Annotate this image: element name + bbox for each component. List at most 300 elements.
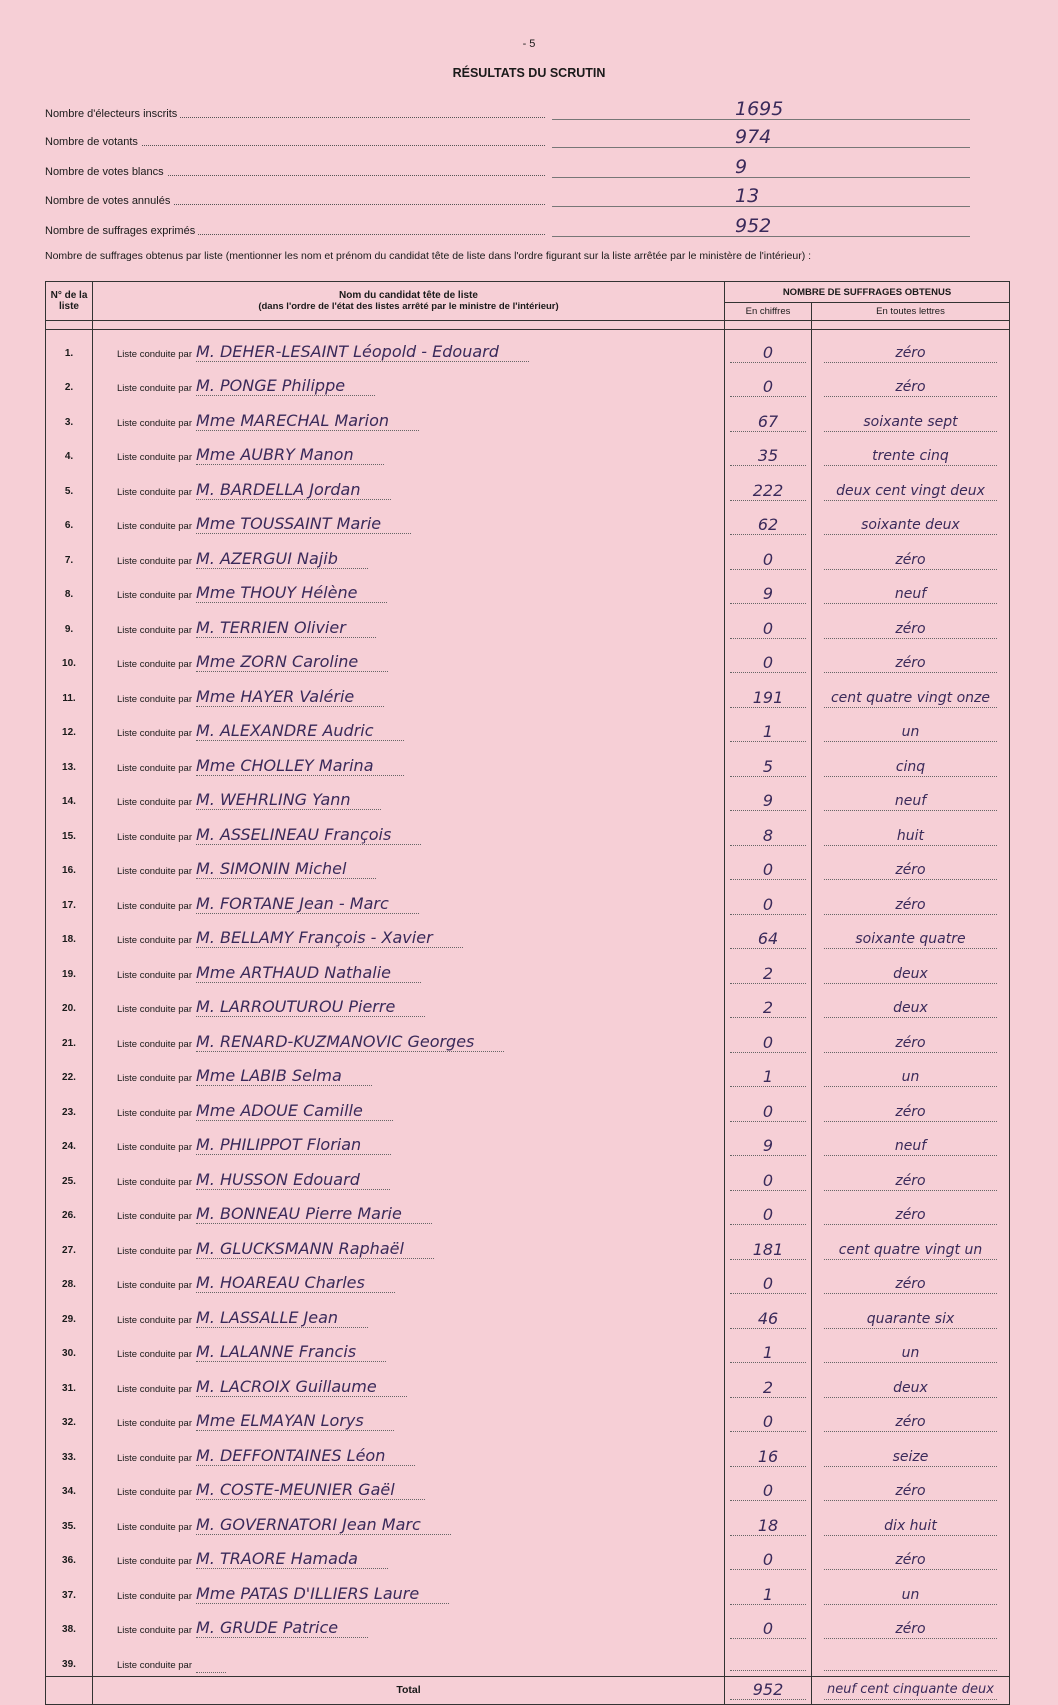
list-number: 29. [46, 1296, 93, 1331]
page-title: RÉSULTATS DU SCRUTIN [452, 66, 606, 80]
list-prefix: Liste conduite par [117, 1211, 192, 1222]
list-prefix: Liste conduite par [117, 1590, 192, 1602]
header-list-number: N° de la liste [46, 282, 93, 321]
summary-row [45, 158, 970, 180]
votes-figures: 0 [730, 1034, 806, 1053]
list-number: 26. [46, 1193, 93, 1228]
list-prefix: Liste conduite par [117, 1487, 192, 1498]
candidate-cell [93, 986, 725, 1021]
votes-figures: 9 [730, 792, 806, 811]
list-prefix: Liste conduite par [117, 590, 192, 601]
votes-letters: zéro [824, 378, 997, 397]
candidate-cell [93, 710, 725, 745]
candidate-name: M. PHILIPPOT Florian [196, 1135, 391, 1155]
candidate-cell [93, 365, 725, 400]
votes-letters: cent quatre vingt un [824, 1241, 997, 1260]
votes-figures: 222 [730, 482, 806, 501]
votes-figures: 0 [730, 1482, 806, 1501]
table-row [46, 1538, 1010, 1573]
table-row [46, 572, 1010, 607]
votes-letters: dix huit [824, 1517, 997, 1536]
list-number: 31. [46, 1365, 93, 1400]
votes-figures: 8 [730, 827, 806, 846]
votes-figures: 0 [730, 620, 806, 639]
votes-figures: 35 [730, 447, 806, 466]
table-row [46, 1193, 1010, 1228]
table-row [46, 641, 1010, 676]
votes-letters: seize [824, 1448, 997, 1467]
list-prefix: Liste conduite par [117, 417, 192, 429]
table-row [46, 710, 1010, 745]
votes-figures: 0 [730, 344, 806, 363]
list-prefix: Liste conduite par [117, 1176, 192, 1188]
candidate-name: Mme ADOUE Camille [196, 1101, 393, 1121]
total-figures: 952 [730, 1681, 806, 1700]
table-row [46, 848, 1010, 883]
votes-letters: neuf [824, 1137, 997, 1156]
candidate-name: M. DEHER-LESAINT Léopold - Edouard [196, 342, 529, 362]
list-number: 25. [46, 1158, 93, 1193]
list-prefix: Liste conduite par [117, 555, 192, 567]
table-row [46, 503, 1010, 538]
list-prefix: Liste conduite par [117, 1556, 192, 1567]
votes-figures: 67 [730, 413, 806, 432]
candidate-name: Mme ELMAYAN Lorys [196, 1411, 394, 1431]
list-number: 9. [46, 606, 93, 641]
list-number: 15. [46, 813, 93, 848]
total-label: Total [93, 1676, 725, 1704]
votes-letters: zéro [824, 1482, 997, 1501]
summary-label: Nombre d'électeurs inscrits [45, 108, 180, 120]
list-prefix: Liste conduite par [117, 1142, 192, 1153]
votes-figures: 0 [730, 1413, 806, 1432]
candidate-name: M. GRUDE Patrice [196, 1618, 368, 1638]
table-row [46, 1503, 1010, 1538]
list-number: 32. [46, 1400, 93, 1435]
candidate-name: M. ASSELINEAU François [196, 825, 421, 845]
votes-figures: 1 [730, 1586, 806, 1605]
table-row [46, 1296, 1010, 1331]
votes-letters: zéro [824, 896, 997, 915]
list-prefix: Liste conduite par [117, 452, 192, 463]
list-prefix: Liste conduite par [117, 1004, 192, 1015]
list-number: 11. [46, 675, 93, 710]
votes-figures: 0 [730, 896, 806, 915]
list-prefix: Liste conduite par [117, 969, 192, 981]
candidate-cell [93, 606, 725, 641]
votes-figures: 0 [730, 1206, 806, 1225]
table-row [46, 744, 1010, 779]
table-row [46, 1262, 1010, 1297]
summary-label: Nombre de votes blancs [45, 166, 167, 178]
candidate-cell [93, 675, 725, 710]
summary-row [45, 128, 970, 150]
table-row [46, 1400, 1010, 1435]
votes-letters [824, 1670, 997, 1671]
list-number: 33. [46, 1434, 93, 1469]
header-letters: En toutes lettres [812, 303, 1010, 321]
candidate-cell [93, 641, 725, 676]
summary-row [45, 217, 970, 239]
summary-label: Nombre de votants [45, 136, 141, 148]
header-candidate [93, 282, 725, 321]
votes-figures: 0 [730, 861, 806, 880]
list-number: 30. [46, 1331, 93, 1366]
table-row [46, 1089, 1010, 1124]
list-number: 7. [46, 537, 93, 572]
candidate-cell [93, 1158, 725, 1193]
candidate-cell [93, 779, 725, 814]
votes-figures: 0 [730, 1551, 806, 1570]
candidate-cell [93, 468, 725, 503]
list-prefix: Liste conduite par [117, 797, 192, 808]
list-number: 2. [46, 365, 93, 400]
votes-letters: neuf [824, 585, 997, 604]
header-candidate-title: Nom du candidat tête de liste [339, 290, 478, 301]
votes-letters: zéro [824, 1034, 997, 1053]
list-number: 19. [46, 951, 93, 986]
candidate-name: M. AZERGUI Najib [196, 549, 368, 569]
list-number: 21. [46, 1020, 93, 1055]
candidate-cell [93, 330, 725, 365]
list-number: 22. [46, 1055, 93, 1090]
list-prefix: Liste conduite par [117, 762, 192, 774]
table-row [46, 1124, 1010, 1159]
candidate-name: M. GLUCKSMANN Raphaël [196, 1239, 434, 1259]
votes-figures: 9 [730, 585, 806, 604]
votes-figures: 1 [730, 1344, 806, 1363]
total-letters: neuf cent cinquante deux [824, 1681, 997, 1700]
candidate-cell [93, 537, 725, 572]
table-row [46, 606, 1010, 641]
table-row [46, 675, 1010, 710]
table-row [46, 1158, 1010, 1193]
value-line [552, 206, 970, 207]
votes-letters: zéro [824, 861, 997, 880]
page-number: - 5 [522, 38, 536, 50]
list-prefix: Liste conduite par [117, 486, 192, 498]
list-number: 8. [46, 572, 93, 607]
votes-figures: 1 [730, 1068, 806, 1087]
list-prefix: Liste conduite par [117, 866, 192, 877]
candidate-cell [93, 813, 725, 848]
votes-figures: 0 [730, 378, 806, 397]
list-prefix: Liste conduite par [117, 1245, 192, 1257]
candidate-cell [93, 1020, 725, 1055]
table-row [46, 1365, 1010, 1400]
candidate-cell [93, 744, 725, 779]
votes-letters: soixante quatre [824, 930, 997, 949]
table-row [46, 1469, 1010, 1504]
votes-letters: quarante six [824, 1310, 997, 1329]
table-row [46, 1055, 1010, 1090]
votes-letters: huit [824, 827, 997, 846]
list-prefix: Liste conduite par [117, 1314, 192, 1326]
votes-letters: zéro [824, 1413, 997, 1432]
table-row [46, 365, 1010, 400]
list-prefix: Liste conduite par [117, 1418, 192, 1429]
list-prefix: Liste conduite par [117, 1521, 192, 1533]
candidate-name: M. BELLAMY François - Xavier [196, 928, 463, 948]
votes-letters: zéro [824, 1620, 997, 1639]
list-prefix: Liste conduite par [117, 1107, 192, 1119]
table-row [46, 1331, 1010, 1366]
list-prefix: Liste conduite par [117, 693, 192, 705]
candidate-cell [93, 1503, 725, 1538]
list-number: 4. [46, 434, 93, 469]
list-number: 28. [46, 1262, 93, 1297]
candidate-cell [93, 1469, 725, 1504]
list-prefix: Liste conduite par [117, 935, 192, 946]
table-row [46, 1572, 1010, 1607]
list-prefix: Liste conduite par [117, 1383, 192, 1395]
votes-letters: zéro [824, 1551, 997, 1570]
list-number: 12. [46, 710, 93, 745]
votes-letters: zéro [824, 1206, 997, 1225]
candidate-name: Mme PATAS D'ILLIERS Laure [196, 1584, 449, 1604]
list-number: 17. [46, 882, 93, 917]
votes-figures: 9 [730, 1137, 806, 1156]
results-table [45, 281, 1010, 1705]
candidate-name: M. BARDELLA Jordan [196, 480, 391, 500]
candidate-cell [93, 1089, 725, 1124]
votes-figures: 2 [730, 1379, 806, 1398]
votes-letters: deux [824, 965, 997, 984]
summary-value: 9 [735, 156, 748, 178]
table-row [46, 434, 1010, 469]
candidate-name: Mme ZORN Caroline [196, 652, 388, 672]
candidate-name: Mme CHOLLEY Marina [196, 756, 404, 776]
list-number: 35. [46, 1503, 93, 1538]
header-votes: NOMBRE DE SUFFRAGES OBTENUS [725, 282, 1010, 303]
list-prefix: Liste conduite par [117, 1625, 192, 1636]
candidate-cell [93, 1055, 725, 1090]
summary-value: 1695 [735, 98, 784, 120]
table-row [46, 986, 1010, 1021]
votes-figures: 2 [730, 965, 806, 984]
table-row [46, 779, 1010, 814]
candidate-name: Mme LABIB Selma [196, 1066, 372, 1086]
votes-letters: deux [824, 1379, 997, 1398]
candidate-name: M. GOVERNATORI Jean Marc [196, 1515, 451, 1535]
votes-letters: cent quatre vingt onze [824, 689, 997, 708]
table-row [46, 1020, 1010, 1055]
candidate-cell [93, 503, 725, 538]
list-number: 37. [46, 1572, 93, 1607]
candidate-name: M. LALANNE Francis [196, 1342, 386, 1362]
intro-text: Nombre de suffrages obtenus par liste (mentionner les nom et prénom du candidat tête de liste dans l'ordre figurant sur la liste arrêtée par le ministère de l'intérieur) : [45, 250, 812, 262]
votes-letters: deux cent vingt deux [824, 482, 997, 501]
votes-figures: 191 [730, 689, 806, 708]
candidate-name: Mme HAYER Valérie [196, 687, 384, 707]
votes-letters: zéro [824, 1172, 997, 1191]
summary-value: 952 [735, 215, 772, 237]
summary-label: Nombre de votes annulés [45, 195, 173, 207]
candidate-cell [93, 1193, 725, 1228]
candidate-cell [93, 1365, 725, 1400]
candidate-name: M. LASSALLE Jean [196, 1308, 368, 1328]
list-prefix: Liste conduite par [117, 624, 192, 636]
candidate-name: M. HUSSON Edouard [196, 1170, 390, 1190]
votes-letters: un [824, 1068, 997, 1087]
candidate-name: M. WEHRLING Yann [196, 790, 381, 810]
votes-figures: 2 [730, 999, 806, 1018]
candidate-name: M. FORTANE Jean - Marc [196, 894, 419, 914]
list-number: 5. [46, 468, 93, 503]
list-prefix: Liste conduite par [117, 1452, 192, 1464]
votes-figures: 0 [730, 1620, 806, 1639]
summary-value: 13 [735, 185, 760, 207]
candidate-name: Mme AUBRY Manon [196, 445, 384, 465]
candidate-name: M. DEFFONTAINES Léon [196, 1446, 415, 1466]
votes-figures: 62 [730, 516, 806, 535]
votes-figures: 0 [730, 1103, 806, 1122]
candidate-cell [93, 399, 725, 434]
candidate-cell [93, 434, 725, 469]
votes-letters: cinq [824, 758, 997, 777]
table-row [46, 813, 1010, 848]
table-row [46, 468, 1010, 503]
candidate-name: M. RENARD-KUZMANOVIC Georges [196, 1032, 504, 1052]
candidate-name: M. ALEXANDRE Audric [196, 721, 404, 741]
summary-row [45, 187, 970, 209]
votes-figures: 0 [730, 654, 806, 673]
list-prefix: Liste conduite par [117, 900, 192, 912]
candidate-cell [93, 882, 725, 917]
votes-figures: 0 [730, 1172, 806, 1191]
list-number: 20. [46, 986, 93, 1021]
candidate-cell [93, 572, 725, 607]
list-prefix: Liste conduite par [117, 831, 192, 843]
candidate-cell [93, 1607, 725, 1642]
list-number: 24. [46, 1124, 93, 1159]
list-number: 39. [46, 1641, 93, 1676]
summary-label: Nombre de suffrages exprimés [45, 225, 198, 237]
value-line [552, 177, 970, 178]
list-number: 6. [46, 503, 93, 538]
candidate-name: Mme THOUY Hélène [196, 583, 387, 603]
candidate-cell [93, 1538, 725, 1573]
votes-letters: zéro [824, 551, 997, 570]
list-number: 1. [46, 330, 93, 365]
votes-figures: 64 [730, 930, 806, 949]
table-row [46, 882, 1010, 917]
votes-letters: neuf [824, 792, 997, 811]
list-prefix: Liste conduite par [117, 1280, 192, 1291]
votes-letters: zéro [824, 620, 997, 639]
candidate-cell [93, 1434, 725, 1469]
table-row [46, 1434, 1010, 1469]
table-row [46, 399, 1010, 434]
votes-letters: deux [824, 999, 997, 1018]
table-row [46, 951, 1010, 986]
list-prefix: Liste conduite par [117, 348, 192, 360]
table-row [46, 537, 1010, 572]
table-row [46, 330, 1010, 365]
candidate-name: M. BONNEAU Pierre Marie [196, 1204, 432, 1224]
candidate-name: Mme MARECHAL Marion [196, 411, 419, 431]
candidate-cell [93, 1227, 725, 1262]
candidate-cell [93, 1262, 725, 1297]
candidate-name: M. LACROIX Guillaume [196, 1377, 407, 1397]
list-prefix: Liste conduite par [117, 1038, 192, 1050]
list-number: 36. [46, 1538, 93, 1573]
header-candidate-subtitle: (dans l'ordre de l'état des listes arrêté par le ministre de l'intérieur) [258, 301, 559, 312]
votes-figures: 0 [730, 1275, 806, 1294]
candidate-name: M. LARROUTUROU Pierre [196, 997, 425, 1017]
candidate-name: M. HOAREAU Charles [196, 1273, 395, 1293]
candidate-cell [93, 1331, 725, 1366]
list-number: 3. [46, 399, 93, 434]
list-number: 14. [46, 779, 93, 814]
candidate-name: M. SIMONIN Michel [196, 859, 376, 879]
list-prefix: Liste conduite par [117, 383, 192, 394]
list-number: 18. [46, 917, 93, 952]
candidate-cell [93, 1572, 725, 1607]
votes-letters: zéro [824, 344, 997, 363]
votes-letters: zéro [824, 1275, 997, 1294]
votes-letters: un [824, 1344, 997, 1363]
list-number: 10. [46, 641, 93, 676]
candidate-cell [93, 848, 725, 883]
votes-figures [730, 1670, 806, 1671]
candidate-cell [93, 951, 725, 986]
votes-letters: soixante deux [824, 516, 997, 535]
list-prefix: Liste conduite par [117, 1073, 192, 1084]
table-row [46, 1227, 1010, 1262]
candidate-cell [93, 1400, 725, 1435]
votes-letters: zéro [824, 654, 997, 673]
candidate-name: M. TRAORE Hamada [196, 1549, 388, 1569]
votes-letters: un [824, 723, 997, 742]
votes-letters: un [824, 1586, 997, 1605]
table-row [46, 1607, 1010, 1642]
table-row [46, 917, 1010, 952]
list-prefix: Liste conduite par [117, 659, 192, 670]
votes-letters: zéro [824, 1103, 997, 1122]
list-prefix: Liste conduite par [117, 728, 192, 739]
list-number: 34. [46, 1469, 93, 1504]
summary-value: 974 [735, 126, 772, 148]
list-prefix: Liste conduite par [117, 521, 192, 532]
votes-figures: 1 [730, 723, 806, 742]
header-figures: En chiffres [725, 303, 812, 321]
list-number: 23. [46, 1089, 93, 1124]
votes-figures: 18 [730, 1517, 806, 1536]
votes-figures: 181 [730, 1241, 806, 1260]
votes-figures: 5 [730, 758, 806, 777]
votes-figures: 0 [730, 551, 806, 570]
list-prefix: Liste conduite par [117, 1349, 192, 1360]
candidate-name: Mme ARTHAUD Nathalie [196, 963, 421, 983]
candidate-cell [93, 1296, 725, 1331]
candidate-name: M. PONGE Philippe [196, 376, 375, 396]
candidate-cell [93, 1641, 725, 1676]
votes-letters: soixante sept [824, 413, 997, 432]
votes-letters: trente cinq [824, 447, 997, 466]
list-number: 27. [46, 1227, 93, 1262]
list-number: 16. [46, 848, 93, 883]
candidate-name: Mme TOUSSAINT Marie [196, 514, 411, 534]
list-number: 38. [46, 1607, 93, 1642]
candidate-name: M. COSTE-MEUNIER Gaël [196, 1480, 425, 1500]
votes-figures: 16 [730, 1448, 806, 1467]
list-prefix: Liste conduite par [117, 1659, 192, 1671]
table-row [46, 1641, 1010, 1676]
candidate-cell [93, 917, 725, 952]
list-number: 13. [46, 744, 93, 779]
votes-figures: 46 [730, 1310, 806, 1329]
